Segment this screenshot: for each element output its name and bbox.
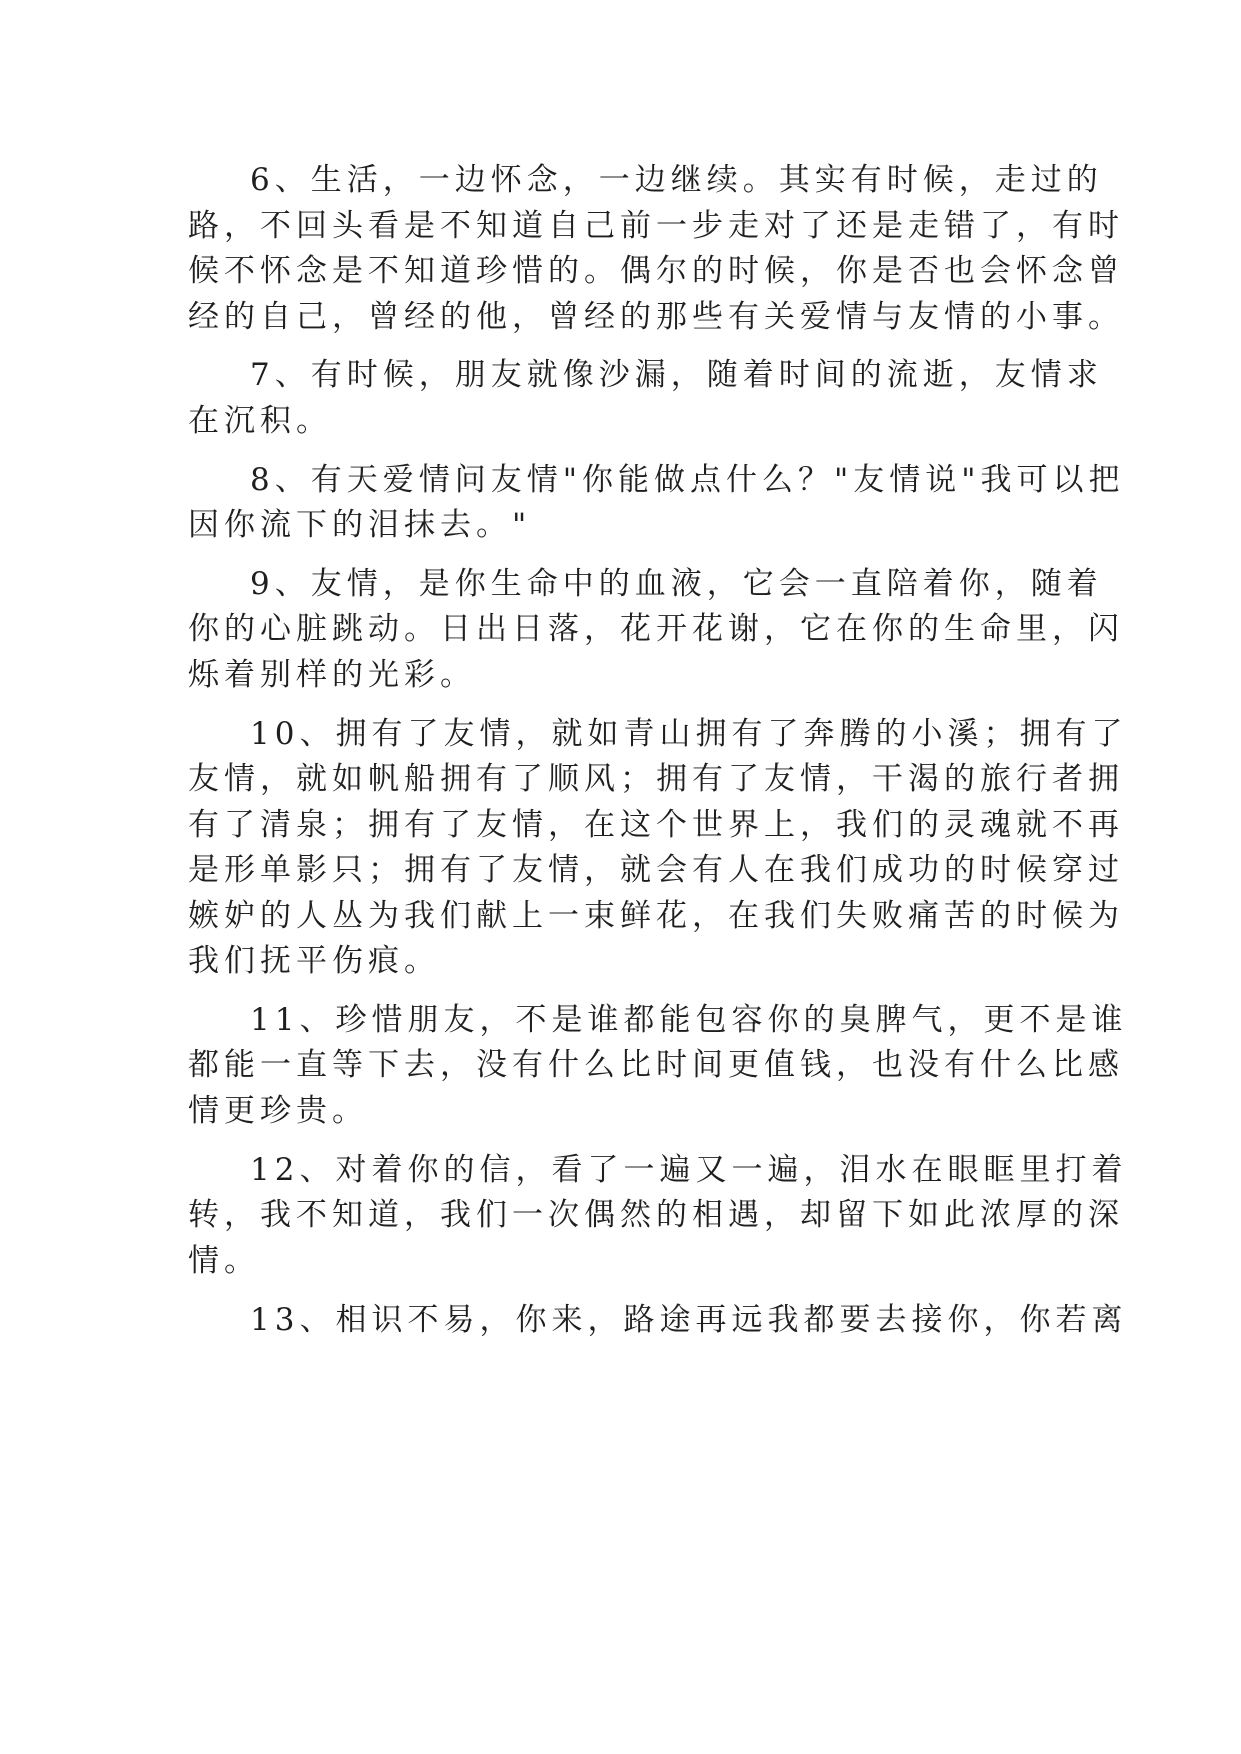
text-line: 你的心脏跳动。日出日落，花开花谢，它在你的生命里，闪: [188, 611, 1124, 648]
paragraph: [188, 458, 1125, 549]
document-body: [188, 158, 1128, 1343]
text-line: 是形单影只；拥有了友情，就会有人在我们成功的时候穿过: [188, 852, 1124, 889]
text-line: 8、有天爱情问友情"你能做点什么？"友情说"我可以把: [250, 461, 1125, 498]
paragraph: [188, 998, 1128, 1135]
text-line: 6、生活，一边怀念，一边继续。其实有时候，走过的: [250, 162, 1103, 198]
paragraph: [188, 1298, 1128, 1344]
paragraph: [188, 353, 1103, 444]
text-line: 因你流下的泪抹去。": [188, 507, 532, 544]
paragraph: [188, 1148, 1128, 1285]
text-line: 11、珍惜朋友，不是谁都能包容你的臭脾气，更不是谁: [250, 1001, 1128, 1038]
text-line: 情。: [188, 1242, 260, 1279]
text-line: 都能一直等下去，没有什么比时间更值钱，也没有什么比感: [188, 1047, 1124, 1084]
paragraph: [188, 158, 1124, 340]
text-line: 嫉妒的人丛为我们献上一束鲜花，在我们失败痛苦的时候为: [188, 897, 1124, 934]
text-line: 烁着别样的光彩。: [188, 656, 476, 693]
text-line: 经的自己，曾经的他，曾经的那些有关爱情与友情的小事。: [188, 298, 1124, 335]
text-line: 12、对着你的信，看了一遍又一遍，泪水在眼眶里打着: [250, 1151, 1128, 1188]
text-line: 友情，就如帆船拥有了顺风；拥有了友情，干渴的旅行者拥: [188, 761, 1124, 798]
text-line: 13、相识不易，你来，路途再远我都要去接你，你若离: [250, 1301, 1128, 1338]
text-line: 情更珍贵。: [188, 1092, 368, 1129]
paragraph: [188, 712, 1128, 985]
text-line: 有了清泉；拥有了友情，在这个世界上，我们的灵魂就不再: [188, 806, 1124, 843]
text-line: 转，我不知道，我们一次偶然的相遇，却留下如此浓厚的深: [188, 1197, 1124, 1234]
text-line: 7、有时候，朋友就像沙漏，随着时间的流逝，友情求: [250, 357, 1103, 394]
text-line: 10、拥有了友情，就如青山拥有了奔腾的小溪；拥有了: [250, 715, 1128, 752]
text-line: 在沉积。: [188, 402, 332, 439]
text-line: 候不怀念是不知道珍惜的。偶尔的时候，你是否也会怀念曾: [188, 253, 1124, 289]
text-line: 我们抚平伤痕。: [188, 943, 440, 980]
text-line: 9、友情，是你生命中的血液，它会一直陪着你，随着: [250, 565, 1103, 602]
paragraph: [188, 562, 1124, 699]
text-line: 路，不回头看是不知道自己前一步走对了还是走错了，有时: [188, 207, 1124, 244]
